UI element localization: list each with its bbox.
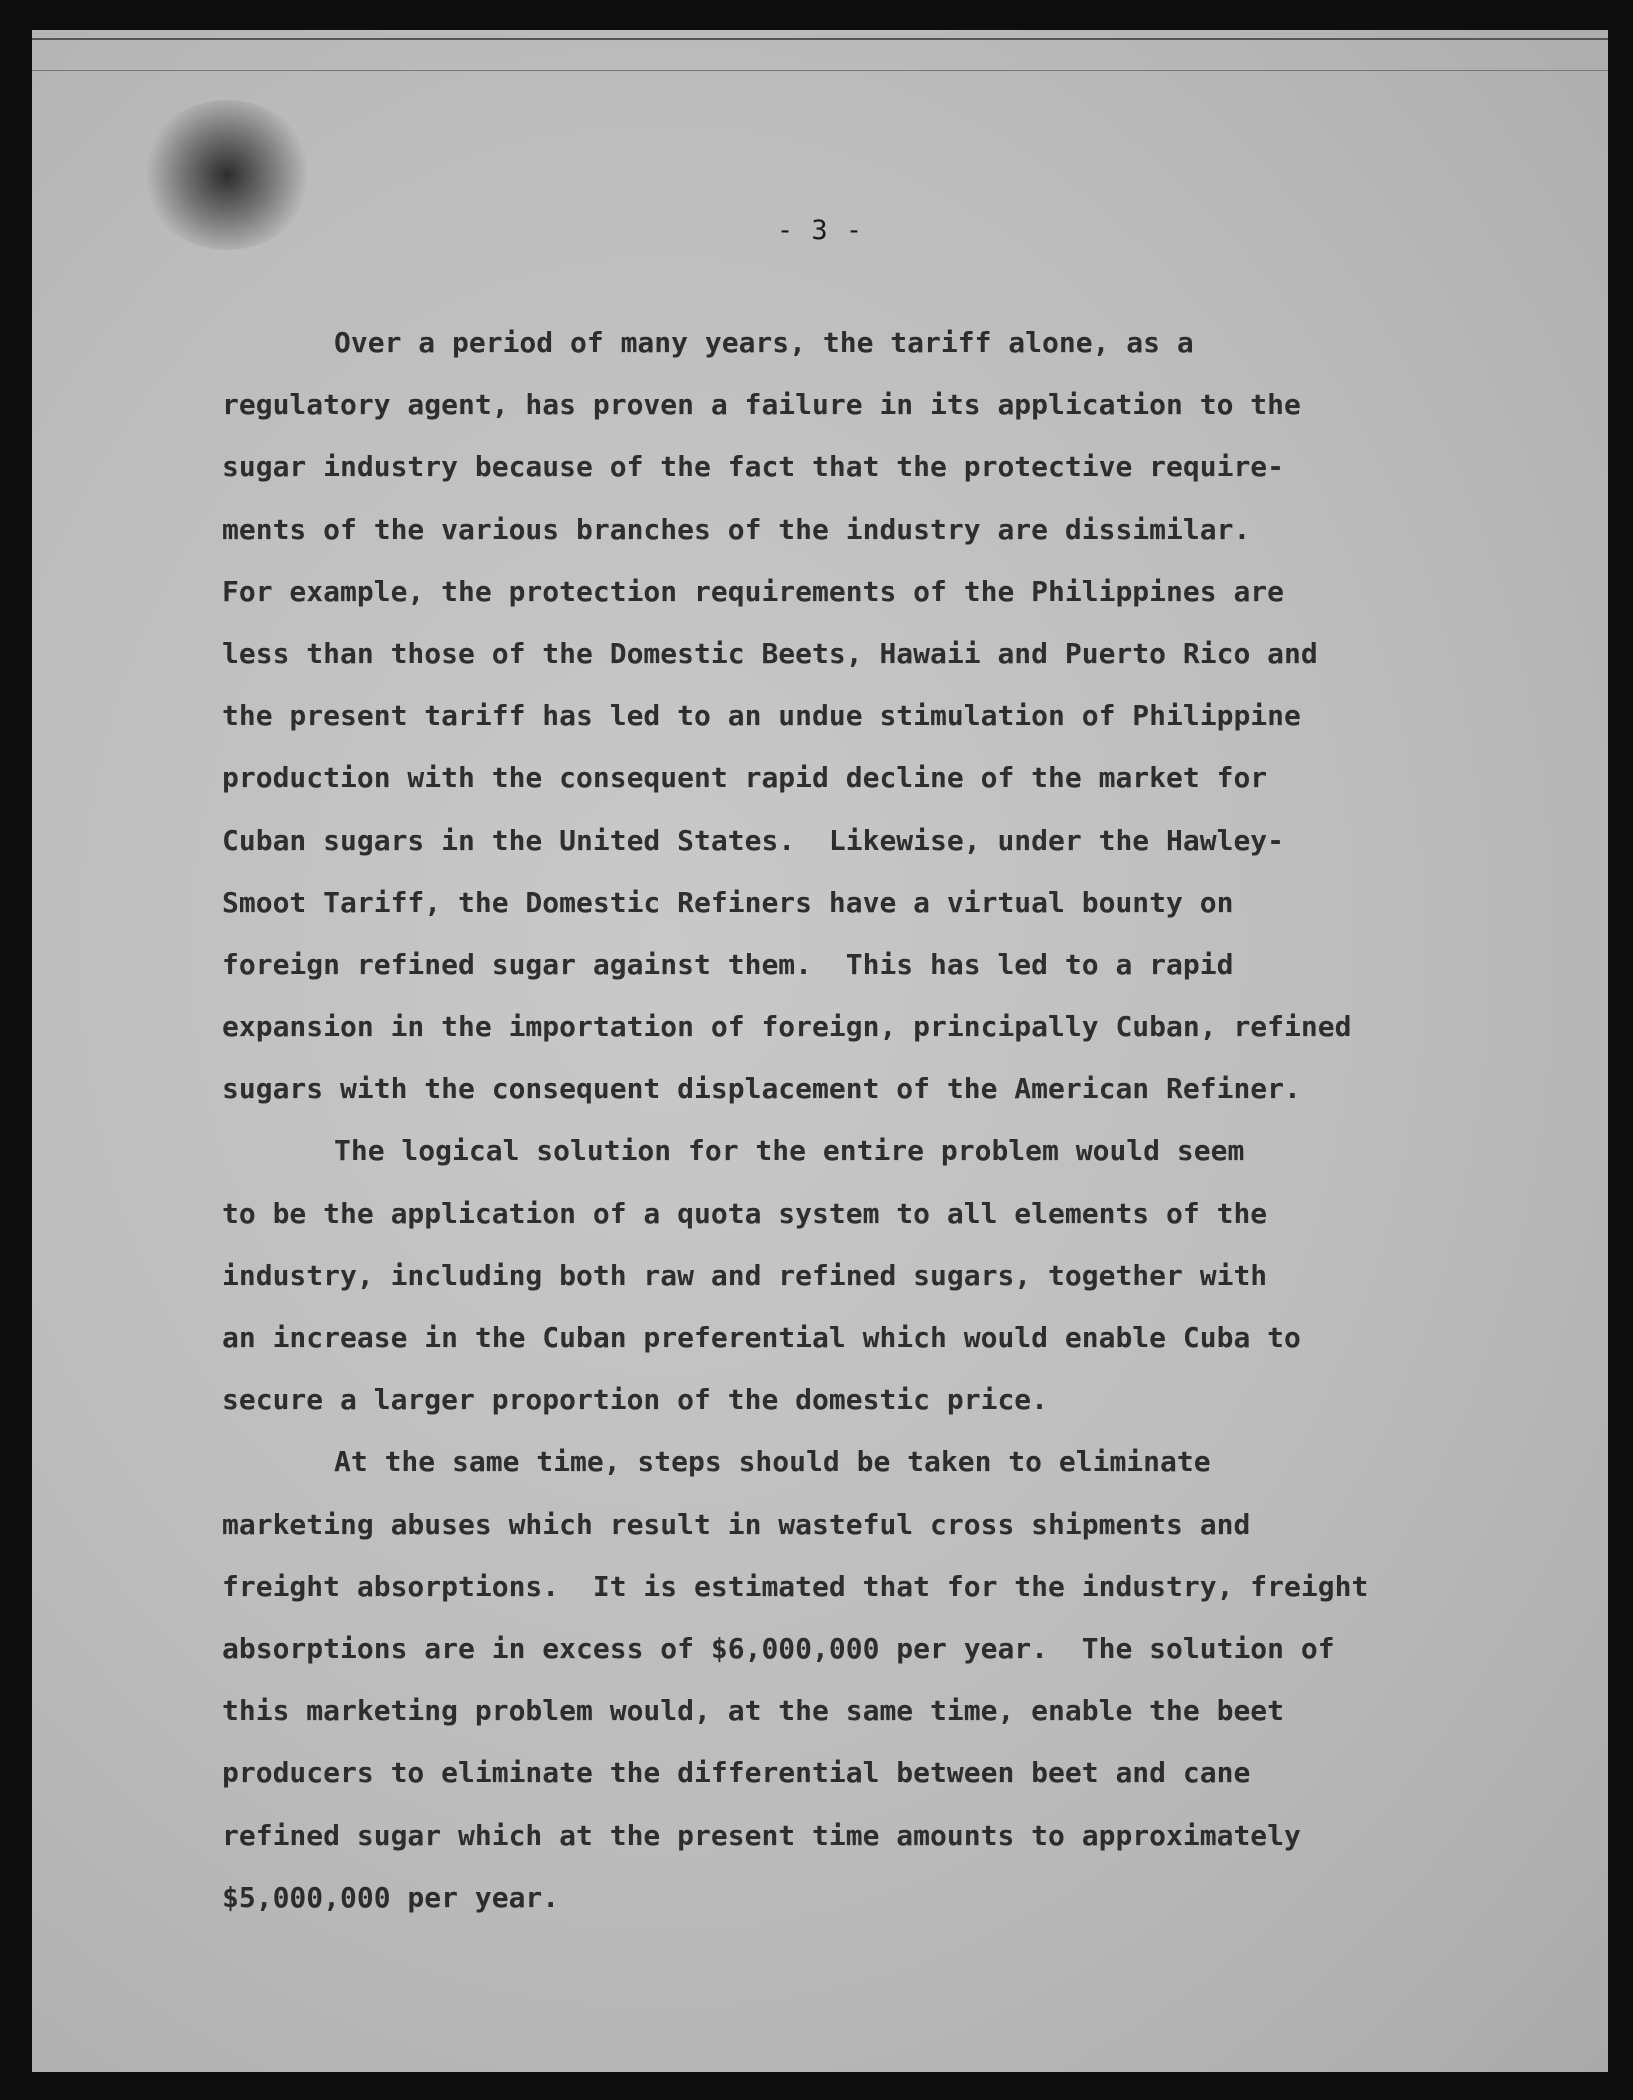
paragraph-1-line: expansion in the importation of foreign, principally Cuban, refined [222, 1010, 1352, 1044]
paragraph-1-line: sugar industry because of the fact that the protective require- [222, 450, 1285, 484]
paragraph-1-line: Over a period of many years, the tariff alone, as a [334, 326, 1194, 359]
paragraph-3-line: producers to eliminate the differential between beet and cane [222, 1756, 1251, 1790]
paragraph-3-line: this marketing problem would, at the same time, enable the beet [222, 1694, 1285, 1728]
paragraph-3-line: marketing abuses which result in wasteful cross shipments and [222, 1507, 1251, 1541]
paragraph-2-line: secure a larger proportion of the domestic price. [222, 1383, 1049, 1417]
paragraph-3-line: $5,000,000 per year. [222, 1880, 560, 1914]
body-text [222, 312, 1522, 1929]
paragraph-1-line: For example, the protection requirements of the Philippines are [222, 574, 1285, 608]
paragraph-1-line: regulatory agent, has proven a failure in its application to the [222, 388, 1301, 422]
paragraph-1-line: the present tariff has led to an undue stimulation of Philippine [222, 699, 1301, 733]
paragraph-1-line: Smoot Tariff, the Domestic Refiners have a virtual bounty on [222, 885, 1234, 919]
paragraph-1-line: production with the consequent rapid decline of the market for [222, 761, 1268, 795]
paragraph-3-line: refined sugar which at the present time amounts to approximately [222, 1818, 1301, 1852]
page-number: - 3 - [776, 215, 864, 246]
paragraph-2-line: The logical solution for the entire problem would seem [334, 1134, 1245, 1168]
top-rule [32, 38, 1608, 40]
paragraph-1-line: foreign refined sugar against them. This has led to a rapid [222, 947, 1234, 981]
paragraph-2-line: an increase in the Cuban preferential which would enable Cuba to [222, 1321, 1301, 1354]
paragraph-3-line: absorptions are in excess of $6,000,000 per year. The solution of [222, 1631, 1335, 1665]
paragraph-2-line: industry, including both raw and refined sugars, together with [222, 1258, 1268, 1292]
paragraph-1-line: less than those of the Domestic Beets, Hawaii and Puerto Rico and [222, 636, 1318, 670]
paragraph-1-line: Cuban sugars in the United States. Likewise, under the Hawley- [222, 823, 1285, 857]
top-rule-secondary [32, 70, 1608, 71]
paragraph-3-line: At the same time, steps should be taken to eliminate [334, 1445, 1211, 1479]
paragraph-3-line: freight absorptions. It is estimated that for the industry, freight [222, 1569, 1369, 1603]
paragraph-2-line: to be the application of a quota system to all elements of the [222, 1196, 1268, 1230]
paragraph-1-line: sugars with the consequent displacement of the American Refiner. [222, 1072, 1301, 1106]
paragraph-1-line: ments of the various branches of the industry are dissimilar. [222, 512, 1251, 546]
document-page [32, 30, 1608, 2072]
